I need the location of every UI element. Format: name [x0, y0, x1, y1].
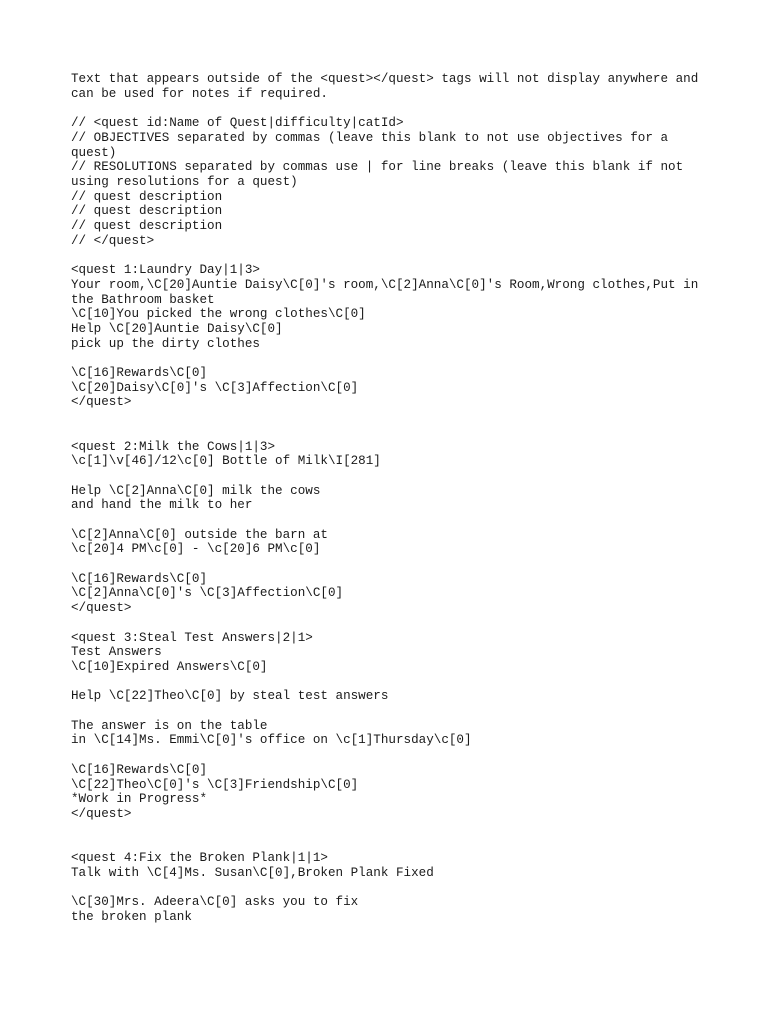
text-line: [71, 675, 708, 690]
text-line: [71, 616, 708, 631]
text-line: \C[16]Rewards\C[0]: [71, 571, 208, 586]
text-line: </quest>: [71, 806, 132, 821]
text-line: \C[16]Rewards\C[0]: [71, 762, 208, 777]
text-line: [71, 748, 708, 763]
text-line: // RESOLUTIONS separated by commas use | for line breaks (leave this blank if not: [71, 160, 684, 175]
text-line: quest): [71, 145, 117, 160]
text-line: [71, 557, 708, 572]
text-line: <quest 2:Milk the Cows|1|3>: [71, 439, 276, 454]
text-line: using resolutions for a quest): [71, 174, 298, 189]
text-line: the broken plank: [71, 909, 192, 924]
text-line: [71, 410, 708, 425]
text-line: [71, 836, 708, 851]
text-line: and hand the milk to her: [71, 498, 253, 513]
text-line: [71, 704, 708, 719]
text-line: <quest 3:Steal Test Answers|2|1>: [71, 630, 313, 645]
text-line: // quest description: [71, 204, 223, 219]
text-line: Test Answers: [71, 645, 162, 660]
text-line: \c[20]4 PM\c[0] - \c[20]6 PM\c[0]: [71, 542, 321, 557]
text-line: </quest>: [71, 601, 132, 616]
text-line: // </quest>: [71, 233, 155, 248]
text-line: Help \C[20]Auntie Daisy\C[0]: [71, 321, 283, 336]
text-line: <quest 4:Fix the Broken Plank|1|1>: [71, 851, 328, 866]
text-line: \C[30]Mrs. Adeera\C[0] asks you to fix: [71, 895, 359, 910]
text-line: [71, 425, 708, 440]
text-line: \C[10]Expired Answers\C[0]: [71, 659, 268, 674]
text-line: [71, 469, 708, 484]
document-text: [71, 72, 708, 925]
text-line: *Work in Progress*: [71, 792, 208, 807]
text-line: [71, 351, 708, 366]
text-line: Talk with \C[4]Ms. Susan\C[0],Broken Plank Fixed: [71, 865, 434, 880]
text-line: in \C[14]Ms. Emmi\C[0]'s office on \c[1]Thursday\c[0]: [71, 733, 472, 748]
text-line: \C[16]Rewards\C[0]: [71, 366, 208, 381]
text-line: </quest>: [71, 395, 132, 410]
text-line: [71, 248, 708, 263]
text-line: [71, 880, 708, 895]
text-line: The answer is on the table: [71, 718, 268, 733]
text-line: Text that appears outside of the <quest></quest> tags will not display anywhere and: [71, 72, 699, 86]
text-line: \C[2]Anna\C[0]'s \C[3]Affection\C[0]: [71, 586, 344, 601]
text-line: Help \C[22]Theo\C[0] by steal test answers: [71, 689, 389, 704]
text-line: [71, 513, 708, 528]
text-line: \C[20]Daisy\C[0]'s \C[3]Affection\C[0]: [71, 380, 359, 395]
text-line: [71, 101, 708, 116]
text-line: // OBJECTIVES separated by commas (leave this blank to not use objectives for a: [71, 130, 669, 145]
text-line: // quest description: [71, 219, 223, 234]
text-line: \c[1]\v[46]/12\c[0] Bottle of Milk\I[281]: [71, 454, 381, 469]
text-line: the Bathroom basket: [71, 292, 215, 307]
text-line: // <quest id:Name of Quest|difficulty|catId>: [71, 116, 404, 131]
text-line: \C[10]You picked the wrong clothes\C[0]: [71, 307, 366, 322]
text-line: [71, 822, 708, 837]
text-line: pick up the dirty clothes: [71, 336, 260, 351]
text-line: <quest 1:Laundry Day|1|3>: [71, 263, 260, 278]
text-line: // quest description: [71, 189, 223, 204]
text-line: can be used for notes if required.: [71, 86, 328, 101]
text-line: \C[2]Anna\C[0] outside the barn at: [71, 527, 328, 542]
text-line: \C[22]Theo\C[0]'s \C[3]Friendship\C[0]: [71, 777, 359, 792]
text-line: Help \C[2]Anna\C[0] milk the cows: [71, 483, 321, 498]
text-line: Your room,\C[20]Auntie Daisy\C[0]'s room,\C[2]Anna\C[0]'s Room,Wrong clothes,Put in: [71, 277, 699, 292]
